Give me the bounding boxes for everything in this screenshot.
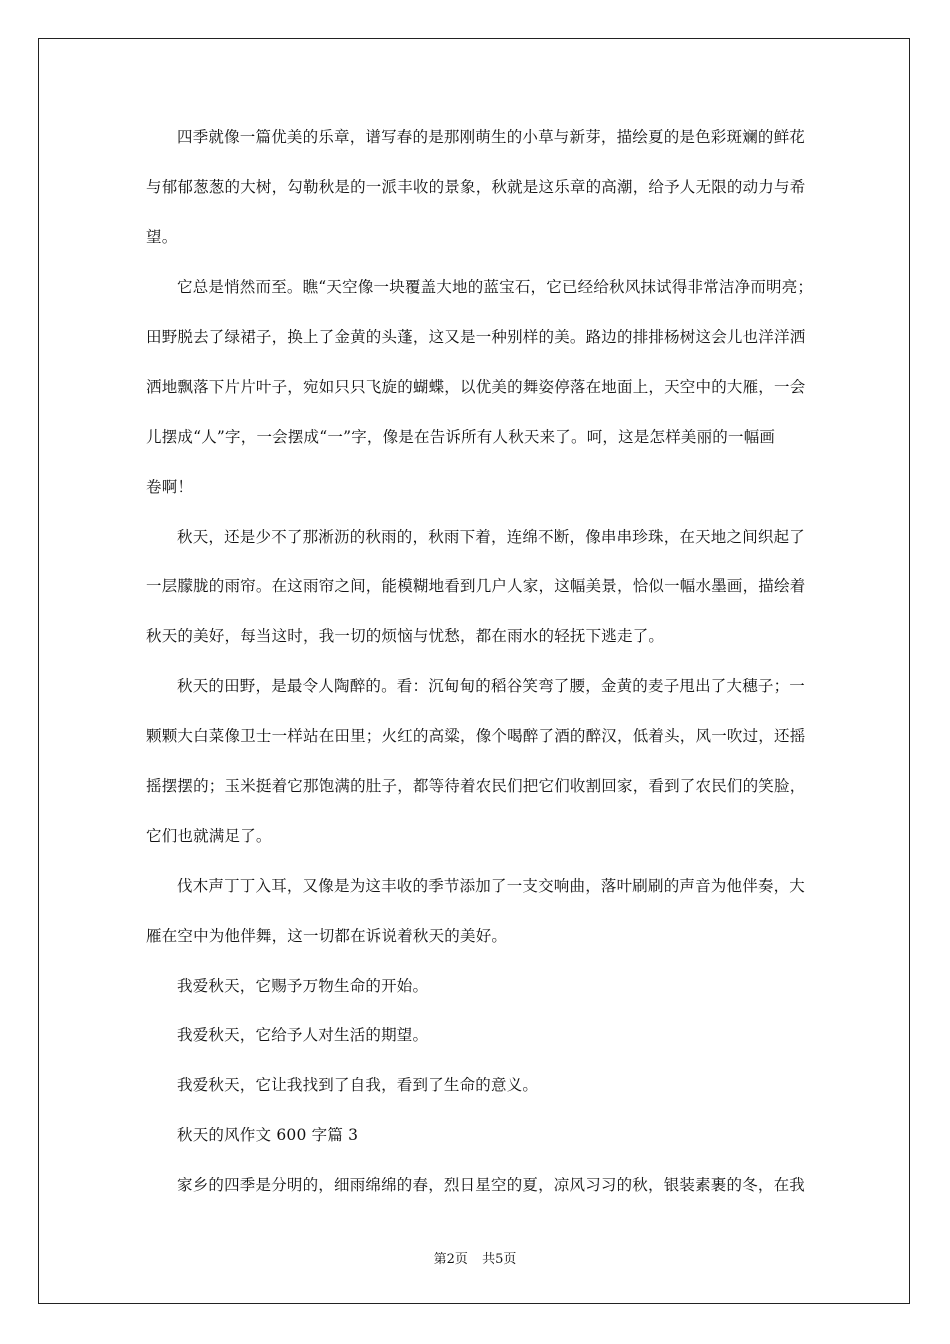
paragraph-2-line-3: 洒地飘落下片片叶子，宛如只只飞旋的蝴蝶，以优美的舞姿停落在地面上，天空中的大雁，一会	[146, 378, 806, 396]
paragraph-3-line-2: 一层朦胧的雨帘。在这雨帘之间，能模糊地看到几户人家，这幅美景，恰似一幅水墨画，描绘着	[146, 577, 806, 595]
paragraph-10-line-1: 家乡的四季是分明的，细雨绵绵的春，烈日星空的夏，凉风习习的秋，银装素裹的冬，在我	[177, 1176, 806, 1194]
paragraph-5-line-2: 雁在空中为他伴舞，这一切都在诉说着秋天的美好。	[146, 927, 508, 945]
paragraph-8-line-1: 我爱秋天，它让我找到了自我，看到了生命的意义。	[177, 1076, 539, 1094]
paragraph-3-line-3: 秋天的美好，每当这时，我一切的烦恼与忧愁，都在雨水的轻抚下逃走了。	[146, 627, 665, 645]
paragraph-4-line-3: 摇摆摆的；玉米挺着它那饱满的肚子，都等待着农民们把它们收割回家，看到了农民们的笑脸，	[146, 777, 806, 795]
paragraph-2-line-4: 儿摆成“人”字，一会摆成“一”字，像是在告诉所有人秋天来了。呵，这是怎样美丽的一幅画	[146, 428, 776, 446]
section-heading: 秋天的风作文 600 字篇 3	[177, 1126, 359, 1144]
page-footer	[0, 1252, 950, 1268]
paragraph-4-line-1: 秋天的田野，是最令人陶醉的。看：沉甸甸的稻谷笑弯了腰，金黄的麦子甩出了大穗子；一	[177, 677, 806, 695]
paragraph-5-line-1: 伐木声丁丁入耳，又像是为这丰收的季节添加了一支交响曲，落叶刷刷的声音为他伴奏，大	[177, 877, 806, 895]
paragraph-1-line-3: 望。	[146, 228, 178, 246]
paragraph-7-line-1: 我爱秋天，它给予人对生活的期望。	[177, 1026, 429, 1044]
paragraph-3-line-1: 秋天，还是少不了那淅沥的秋雨的，秋雨下着，连绵不断，像串串珍珠，在天地之间织起了	[177, 528, 806, 546]
paragraph-1-line-1: 四季就像一篇优美的乐章，谱写春的是那刚萌生的小草与新芽，描绘夏的是色彩斑斓的鲜花	[177, 128, 806, 146]
paragraph-4-line-2: 颗颗大白菜像卫士一样站在田里；火红的高粱，像个喝醉了酒的醉汉，低着头，风一吹过，还摇	[146, 727, 806, 745]
paragraph-4-line-4: 它们也就满足了。	[146, 827, 272, 845]
paragraph-1-line-2: 与郁郁葱葱的大树，勾勒秋是的一派丰收的景象，秋就是这乐章的高潮，给予人无限的动力与希	[146, 178, 806, 196]
paragraph-2-line-5: 卷啊！	[146, 478, 194, 496]
page-number-current: 第2页	[433, 1252, 468, 1267]
paragraph-2-line-2: 田野脱去了绿裙子，换上了金黄的头蓬，这又是一种别样的美。路边的排排杨树这会儿也洋洋洒	[146, 328, 806, 346]
page-number-total: 共5页	[482, 1252, 517, 1267]
paragraph-2-line-1: 它总是悄然而至。瞧“天空像一块覆盖大地的蓝宝石，它已经给秋风抹试得非常洁净而明亮；	[177, 278, 814, 296]
paragraph-6-line-1: 我爱秋天，它赐予万物生命的开始。	[177, 977, 429, 995]
